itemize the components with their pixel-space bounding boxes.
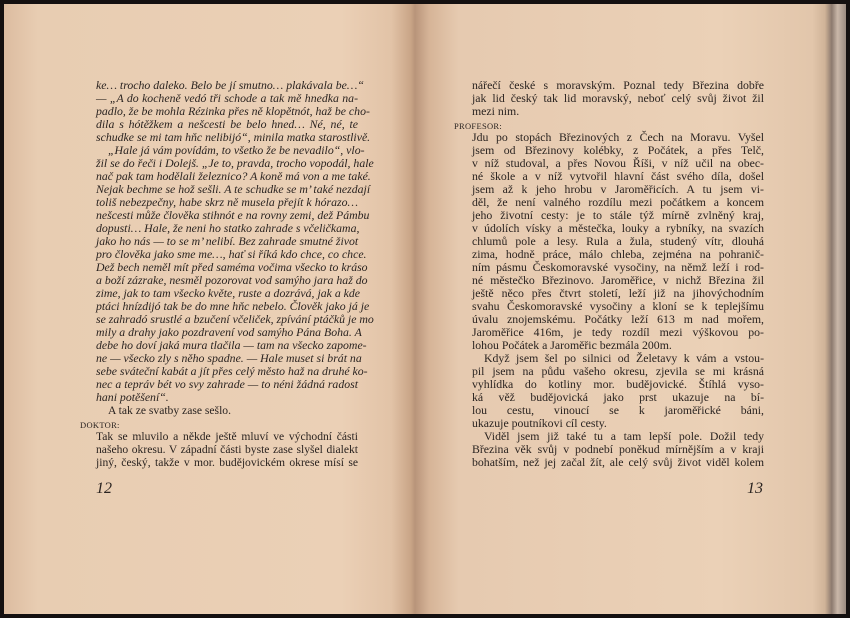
text-line: chlumů pole a lesy. Rula a žula, studený vítr, dlouhá [472, 234, 764, 248]
speaker-label: DOKTOR: [80, 420, 120, 430]
page-number: 13 [747, 480, 763, 497]
text-line: ještě něco přes čtvrt století, leží již na jihovýchodním [472, 286, 764, 300]
text-line: našeho okresu. V západní části byste zase slyšel dialekt [96, 443, 358, 456]
text-line: ká věž budějovická jako prst ukazuje na bí- [472, 390, 764, 404]
text-line: lohou Počátek a Jaroměřic bezmála 200m. [472, 338, 672, 352]
page-number: 12 [96, 480, 112, 497]
text-line: debe ho doví jaká mura tlačila — tam na všecko zapome- [96, 338, 367, 352]
text-line: pro člověka jako sme me…, hať si říká kdo chce, co chce. [96, 247, 367, 261]
text-line: jak lid český tak lid moravský, neboť celý svůj život žil [472, 91, 764, 105]
text-line: sebe sváteční kabát a jít přes celý město haž na druhé ko- [96, 364, 368, 378]
text-line: — „A do kocheně vedó tři schode a tak mě hnedka na- [96, 91, 358, 105]
text-line: Dež bech neměl mít před saméma vočima všecko to kráso [96, 260, 368, 274]
text-line: děl, že není valného rozdílu mezi počátkem a koncem [472, 195, 764, 209]
text-line: v níž studoval, a přes Novou Říši, v níž učil na obec- [472, 156, 764, 170]
text-line: „Hale já vám povídám, to všetko že be nevadilo“, vlo- [108, 143, 365, 157]
text-line: jsem až k jeho hrobu v Jaroměřicích. A tu jsem vi- [472, 182, 764, 196]
text-line: zima, hodně práce, málo chleba, zejména na pohranič- [472, 247, 764, 261]
text-line: nec a tepráv bét vo svy zahrade — to néni žádná radost [96, 377, 358, 391]
text-line: jiný, český, takže v mor. budějovickém okrese mísí se [96, 456, 358, 469]
text-line: úvalu znojemskému. Počátky leží 613 m nad mořem, [472, 312, 764, 326]
text-line: v údolích vísky a městečka, louky a rybníky, na svazích [472, 221, 764, 235]
text-line: ukazuje poutníkovi cíl cesty. [472, 416, 607, 430]
text-line: ptáci hnízdijó tak be do mne hňc nebelo. Člověk jako já je [96, 299, 370, 313]
text-line: zime, jak to tam všecko květe, ruste a dozrává, jak a kde [96, 286, 361, 300]
text-line: ke… trocho daleko. Belo be jí smutno… plakávala be…“ [96, 78, 364, 92]
text-line: mezi nim. [472, 104, 520, 118]
text-line: dila s hótěžkem a nešcesti be belo hned… Né, né, te [96, 117, 358, 131]
text-line: ne — všecko zly s něho spadne. — Hale muset si brát na [96, 351, 362, 365]
text-line: schudke se mi tam hňc nelibijó“, minila matka starostlivě. [96, 130, 371, 144]
text-line: a boží zázrake, nesměl pozorovat vod samýho jara haž do [96, 273, 368, 287]
text-line: bohatším, než jej začal žít, ale celý svůj život viděl kolem [472, 455, 764, 469]
text-line: A tak ze svatby zase sešlo. [108, 404, 231, 417]
text-line: Když jsem šel po silnici od Želetavy k vám a vstou- [484, 351, 764, 365]
text-line: dopusti… Hale, že neni ho statko zahrade s včeličkama, [96, 221, 360, 235]
right-page [409, 4, 846, 614]
text-line: jsem od Březinovy kolébky, z Počátek, a přes Telč, [472, 143, 764, 157]
text-line: toliš nebezpečny, habe skrz ně musela přejít k hórazo… [96, 195, 358, 209]
text-line: Tak se mluvilo a někde ještě mluví ve východní části [96, 430, 358, 443]
text-line: lou cestu, vinoucí se k jaroměřické báni, [472, 403, 764, 417]
text-line: nač pak tam hodělali železnico? A koně má von a me také. [96, 169, 371, 183]
text-line: mily a drahy jako pozdravení vod samýho Pána Boha. A [96, 325, 362, 339]
text-line: nářečí české s moravským. Poznal tedy Březina dobře [472, 78, 764, 92]
text-line: padlo, že be mohla Rézinka přes ně klopětnót, haž be cho- [96, 104, 370, 118]
text-line: Jaroměřice 416m, je tedy rozdíl mezi výškovou po- [472, 325, 764, 339]
book-spread [4, 4, 846, 614]
text-line: né škole a v níž vytvořil hlavní část svého díla, došel [472, 169, 764, 183]
text-line: pil jsem na půdu vašeho okresu, zjevila se mi krásná [472, 364, 764, 378]
text-line: hani potěšení“. [96, 390, 169, 404]
text-line: nešcesti může člověka stihnót e na rovny zemi, dež Pámbu [96, 208, 370, 222]
text-line: jeho životní cesty: je to stále týž mírně zvlněný kraj, [472, 208, 764, 222]
left-page [4, 4, 409, 614]
text-line: né městečko Březinovo. Jaroměřice, v nichž Březina žil [472, 273, 764, 287]
text-line: Březina věk svůj v podnebí poněkud mírnějším a v kraji [472, 442, 764, 456]
text-line: ním pásmu Českomoravské vysočiny, na němž leží i rod- [472, 260, 764, 274]
text-line: Jdu po stopách Březinových z Čech na Moravu. Vyšel [472, 130, 764, 144]
speaker-label: PROFESOR: [454, 121, 503, 131]
text-line: se zahradó srustlé a bzučení včeliček, zpívání ptáčků je mo [96, 312, 374, 326]
text-line: žil se do řeči i Dolejš. „Je to, pravda, trocho vopodál, hale [96, 156, 374, 170]
text-line: svahu Českomoravské vysočiny a kloní se k teplejšímu [472, 299, 764, 313]
text-line: Nejak bechme se hož sešli. A te schudke se m’ také nezdají [96, 182, 371, 196]
text-line: jako ho nás — to se m’ nelibí. Bez zahrade smutné život [96, 234, 359, 248]
text-line: Viděl jsem již také tu a tam lepší pole. Dožil tedy [484, 429, 764, 443]
text-line: vyhlídka do kotliny mor. budějovické. Štíhlá vyso- [472, 377, 764, 391]
